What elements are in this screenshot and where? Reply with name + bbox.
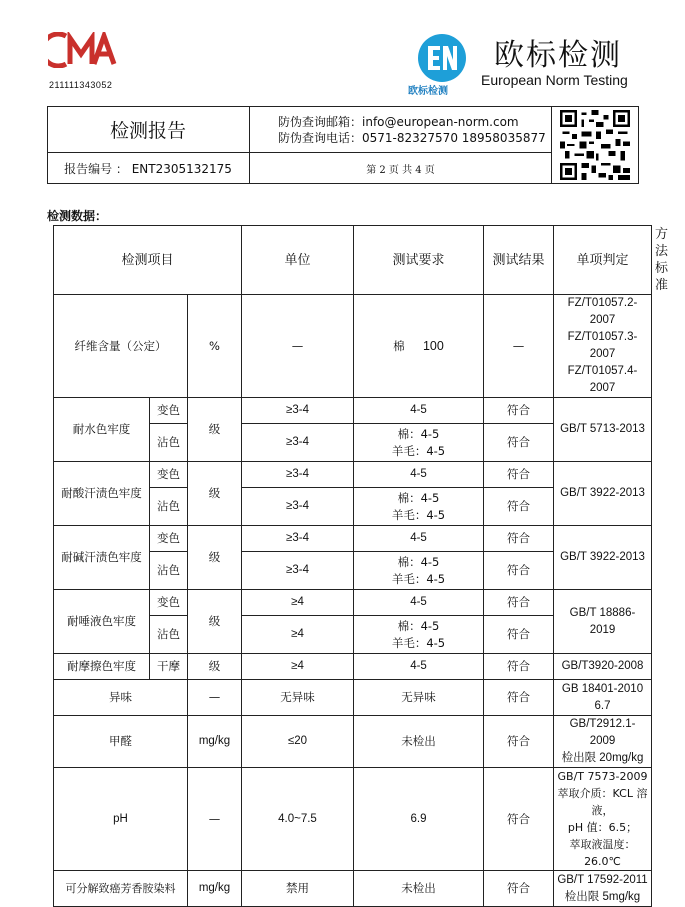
standard-cell: GB/T 3922-2013 [554, 526, 652, 590]
header-cell: 检测项目 [54, 226, 242, 295]
result-cell: 4-5 [354, 590, 484, 616]
qr-code-icon [559, 110, 631, 180]
judgement-cell: 符合 [484, 590, 554, 616]
table-row [54, 295, 652, 398]
item-cell: pH [54, 768, 188, 871]
standard-cell: GB/T 5713-2013 [554, 398, 652, 462]
subitem-cell: 变色 [150, 398, 188, 424]
item-cell: 可分解致癌芳香胺染料 [54, 871, 188, 907]
result-cell: 棉 100 [354, 295, 484, 398]
judgement-cell: 符合 [484, 871, 554, 907]
unit-cell: — [188, 768, 242, 871]
table-row [54, 526, 652, 552]
result-cell: 4-5 [354, 526, 484, 552]
standard-cell: FZ/T01057.2-2007 FZ/T01057.3-2007 FZ/T01057.4-2007 [554, 295, 652, 398]
unit-cell: mg/kg [188, 716, 242, 768]
unit-cell: 级 [188, 654, 242, 680]
result-cell: 4-5 [354, 462, 484, 488]
requirement-cell: ≥4 [242, 616, 354, 654]
header-cell: 单项判定 [554, 226, 652, 295]
report-title: 检测报告 [109, 119, 186, 142]
header-cell: 测试要求 [354, 226, 484, 295]
item-cell: 耐唾液色牢度 [54, 590, 150, 654]
requirement-cell: 禁用 [242, 871, 354, 907]
result-cell: 未检出 [354, 871, 484, 907]
subitem-cell: 沾色 [150, 488, 188, 526]
table-row [54, 768, 652, 871]
standard-cell: GB/T 7573-2009 萃取介质：KCL 溶液， pH 值：6.5； 萃取液温度：26.0℃ [554, 768, 652, 871]
requirement-cell: — [242, 295, 354, 398]
judgement-cell: 符合 [484, 768, 554, 871]
requirement-cell: ≥3-4 [242, 526, 354, 552]
cma-code: 211111343052 [49, 80, 113, 90]
table-row [54, 654, 652, 680]
unit-cell: % [188, 295, 242, 398]
en-logo-icon [418, 34, 466, 82]
result-cell: 棉：4-5 羊毛：4-5 [354, 488, 484, 526]
unit-cell: 级 [188, 462, 242, 526]
judgement-cell: 符合 [484, 424, 554, 462]
unit-cell: 级 [188, 398, 242, 462]
judgement-cell: 符合 [484, 716, 554, 768]
unit-cell: mg/kg [188, 871, 242, 907]
requirement-cell: 无异味 [242, 680, 354, 716]
table-row [54, 398, 652, 424]
cma-logo [48, 32, 118, 68]
unit-cell: — [188, 680, 242, 716]
table-row [54, 590, 652, 616]
result-cell: 棉：4-5 羊毛：4-5 [354, 424, 484, 462]
section-label: 检测数据： [47, 209, 108, 223]
item-cell: 耐水色牢度 [54, 398, 150, 462]
table-row [54, 716, 652, 768]
judgement-cell: 符合 [484, 654, 554, 680]
judgement-cell: 符合 [484, 552, 554, 590]
report-number: 报告编号 ： ENT2305132175 [64, 162, 232, 176]
result-cell: 4-5 [354, 398, 484, 424]
item-cell: 耐酸汗渍色牢度 [54, 462, 150, 526]
logo-subtitle: 欧标检测 [408, 86, 448, 97]
result-cell: 6.9 [354, 768, 484, 871]
standard-cell: GB/T2912.1-2009 检出限 20mg/kg [554, 716, 652, 768]
unit-cell: 级 [188, 526, 242, 590]
judgement-cell: 符合 [484, 680, 554, 716]
requirement-cell: ≥4 [242, 590, 354, 616]
standard-cell: GB/T 3922-2013 [554, 462, 652, 526]
subitem-cell: 沾色 [150, 424, 188, 462]
requirement-cell: ≤20 [242, 716, 354, 768]
brand-name-cn: 欧标检测 [494, 38, 622, 73]
item-cell: 异味 [54, 680, 188, 716]
requirement-cell: ≥3-4 [242, 398, 354, 424]
result-cell: 4-5 [354, 654, 484, 680]
requirement-cell: ≥3-4 [242, 462, 354, 488]
subitem-cell: 变色 [150, 590, 188, 616]
judgement-cell: 符合 [484, 398, 554, 424]
subitem-cell: 干摩 [150, 654, 188, 680]
subitem-cell: 沾色 [150, 616, 188, 654]
result-cell: 棉：4-5 羊毛：4-5 [354, 616, 484, 654]
page-info: 第 2 页 共 4 页 [366, 165, 435, 176]
header-cell: 单位 [242, 226, 354, 295]
judgement-cell: — [484, 295, 554, 398]
phone-line: 防伪查询电话：0571-82327570 18958035877 [278, 131, 546, 145]
header-cell: 测试结果 [484, 226, 554, 295]
judgement-cell: 符合 [484, 616, 554, 654]
subitem-cell: 变色 [150, 462, 188, 488]
result-cell: 无异味 [354, 680, 484, 716]
requirement-cell: ≥3-4 [242, 488, 354, 526]
email-line: 防伪查询邮箱：info@european-norm.com [278, 115, 519, 129]
result-cell: 棉：4-5 羊毛：4-5 [354, 552, 484, 590]
divider [551, 106, 552, 184]
requirement-cell: ≥3-4 [242, 424, 354, 462]
unit-cell: 级 [188, 590, 242, 654]
item-cell: 纤维含量（公定） [54, 295, 188, 398]
requirement-cell: 4.0~7.5 [242, 768, 354, 871]
table-row [54, 462, 652, 488]
subitem-cell: 变色 [150, 526, 188, 552]
judgement-cell: 符合 [484, 488, 554, 526]
result-cell: 未检出 [354, 716, 484, 768]
requirement-cell: ≥4 [242, 654, 354, 680]
anti-counterfeit-contact [278, 114, 546, 146]
standard-cell: GB/T 18886-2019 [554, 590, 652, 654]
table-row [54, 871, 652, 907]
standard-cell: GB 18401-2010 6.7 [554, 680, 652, 716]
standard-cell: GB/T3920-2008 [554, 654, 652, 680]
table-header-row: 检测项目 单位 测试要求 测试结果 单项判定 方法标准 [54, 226, 652, 295]
standard-cell: GB/T 17592-2011 检出限 5mg/kg [554, 871, 652, 907]
item-cell: 耐碱汗渍色牢度 [54, 526, 150, 590]
subitem-cell: 沾色 [150, 552, 188, 590]
item-cell: 甲醛 [54, 716, 188, 768]
brand-name-en: European Norm Testing [481, 72, 628, 88]
judgement-cell: 符合 [484, 526, 554, 552]
judgement-cell: 符合 [484, 462, 554, 488]
table-row [54, 680, 652, 716]
item-cell: 耐摩擦色牢度 [54, 654, 150, 680]
requirement-cell: ≥3-4 [242, 552, 354, 590]
